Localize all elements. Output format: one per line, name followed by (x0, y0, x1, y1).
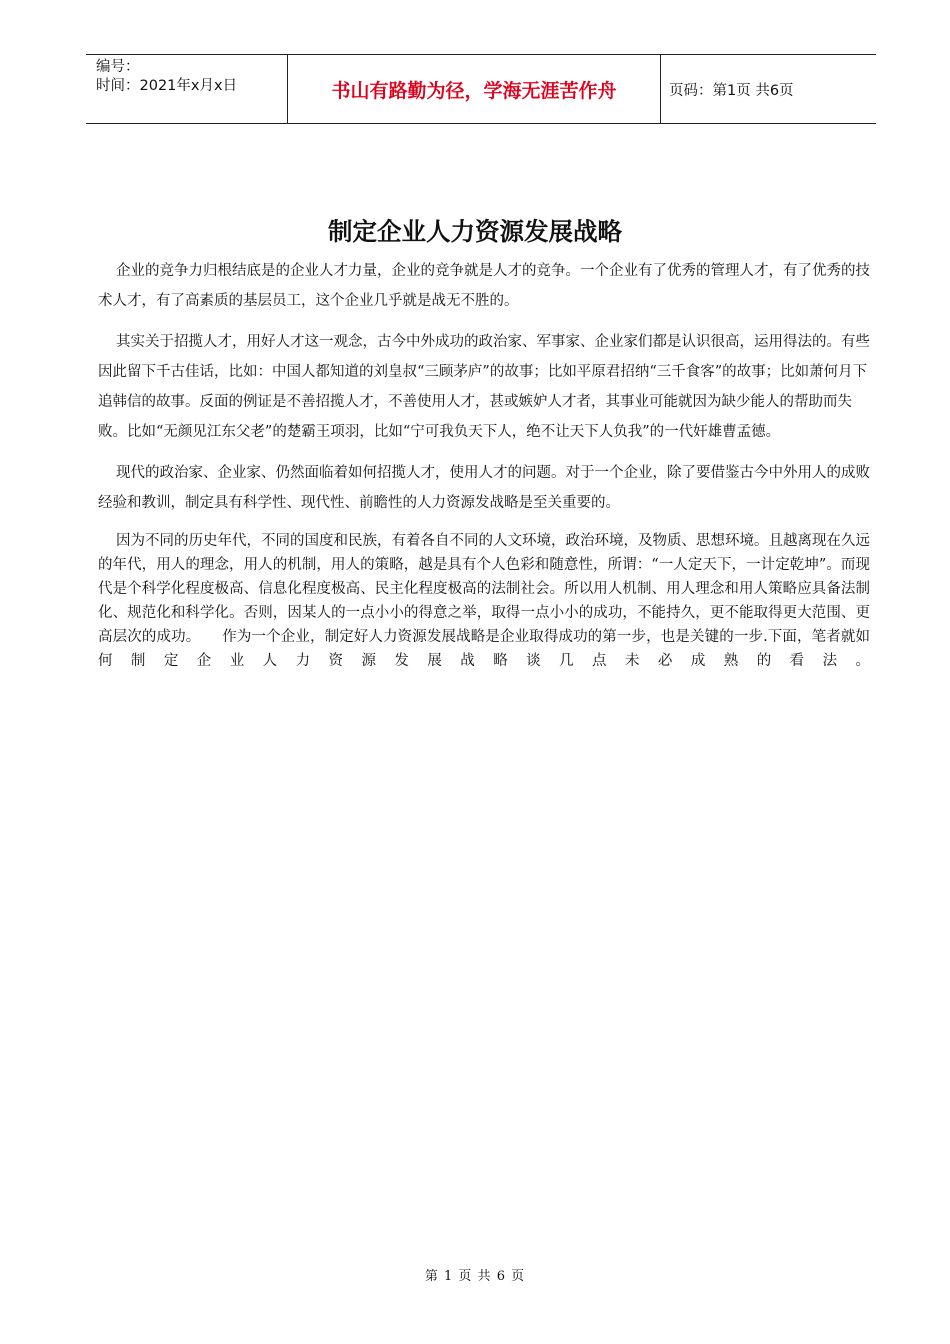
header-meta (86, 55, 287, 123)
paragraph-2: 其实关于招揽人才，用好人才这一观念，古今中外成功的政治家、军事家、企业家们都是认识很高，运用得法的。有些因此留下千古佳话，比如：中国人都知道的刘皇叔“三顾茅庐”的故事；比如平原君招纳“三千食客”的故事；比如萧何月下追韩信的故事。反面的例证是不善招揽人才，不善使用人才，甚或嫉妒人才者，其事业可能就因为缺少能人的帮助而失败。比如“无颜见江东父老”的楚霸王项羽，比如“宁可我负天下人，绝不让天下人负我”的一代奸雄曹孟德。 (98, 334, 870, 440)
document-body (98, 256, 870, 673)
document-title: 制定企业人力资源发展战略 (328, 217, 622, 246)
paragraph-1: 企业的竞争力归根结底是的企业人才力量，企业的竞争就是人才的竞争。一个企业有了优秀的管理人才，有了优秀的技术人才，有了高素质的基层员工，这个企业几乎就是战无不胜的。 (98, 263, 870, 309)
document-header (86, 54, 876, 124)
page-footer: 第 1 页 共 6 页 (424, 1269, 526, 1284)
header-page-info: 页码：第1页 共6页 (669, 82, 794, 99)
time-label: 时间：2021年x月x日 (96, 78, 238, 94)
paragraph-4: 因为不同的历史年代，不同的国度和民族，有着各自不同的人文环境，政治环境，及物质、思想环境。且越离现在久远的年代，用人的理念，用人的机制，用人的策略，越是具有个人色彩和随意性，所谓：“一人定天下，一计定乾坤”。而现代是个科学化程度极高、信息化程度极高、民主化程度极高的法制社会。所以用人机制、用人理念和用人策略应具备法制化、规范化和科学化。否则，因某人的一点小小的得意之举，取得一点小小的成功，不能持久，更不能取得更大范围、更高层次的成功。 作为一个企业，制定好人力资源发展战略是企业取得成功的第一步，也是关键的一步.下面，笔者就如何制定企业人力资源发展战略谈几点未必成熟的看法。 (98, 533, 870, 669)
paragraph-3: 现代的政治家、企业家、仍然面临着如何招揽人才，使用人才的问题。对于一个企业，除了要借鉴古今中外用人的成败经验和教训，制定具有科学性、现代性、前瞻性的人力资源发战略是至关重要的。 (98, 465, 870, 511)
serial-number-label: 编号： (96, 59, 140, 75)
header-motto: 书山有路勤为径，学海无涯苦作舟 (287, 55, 661, 123)
